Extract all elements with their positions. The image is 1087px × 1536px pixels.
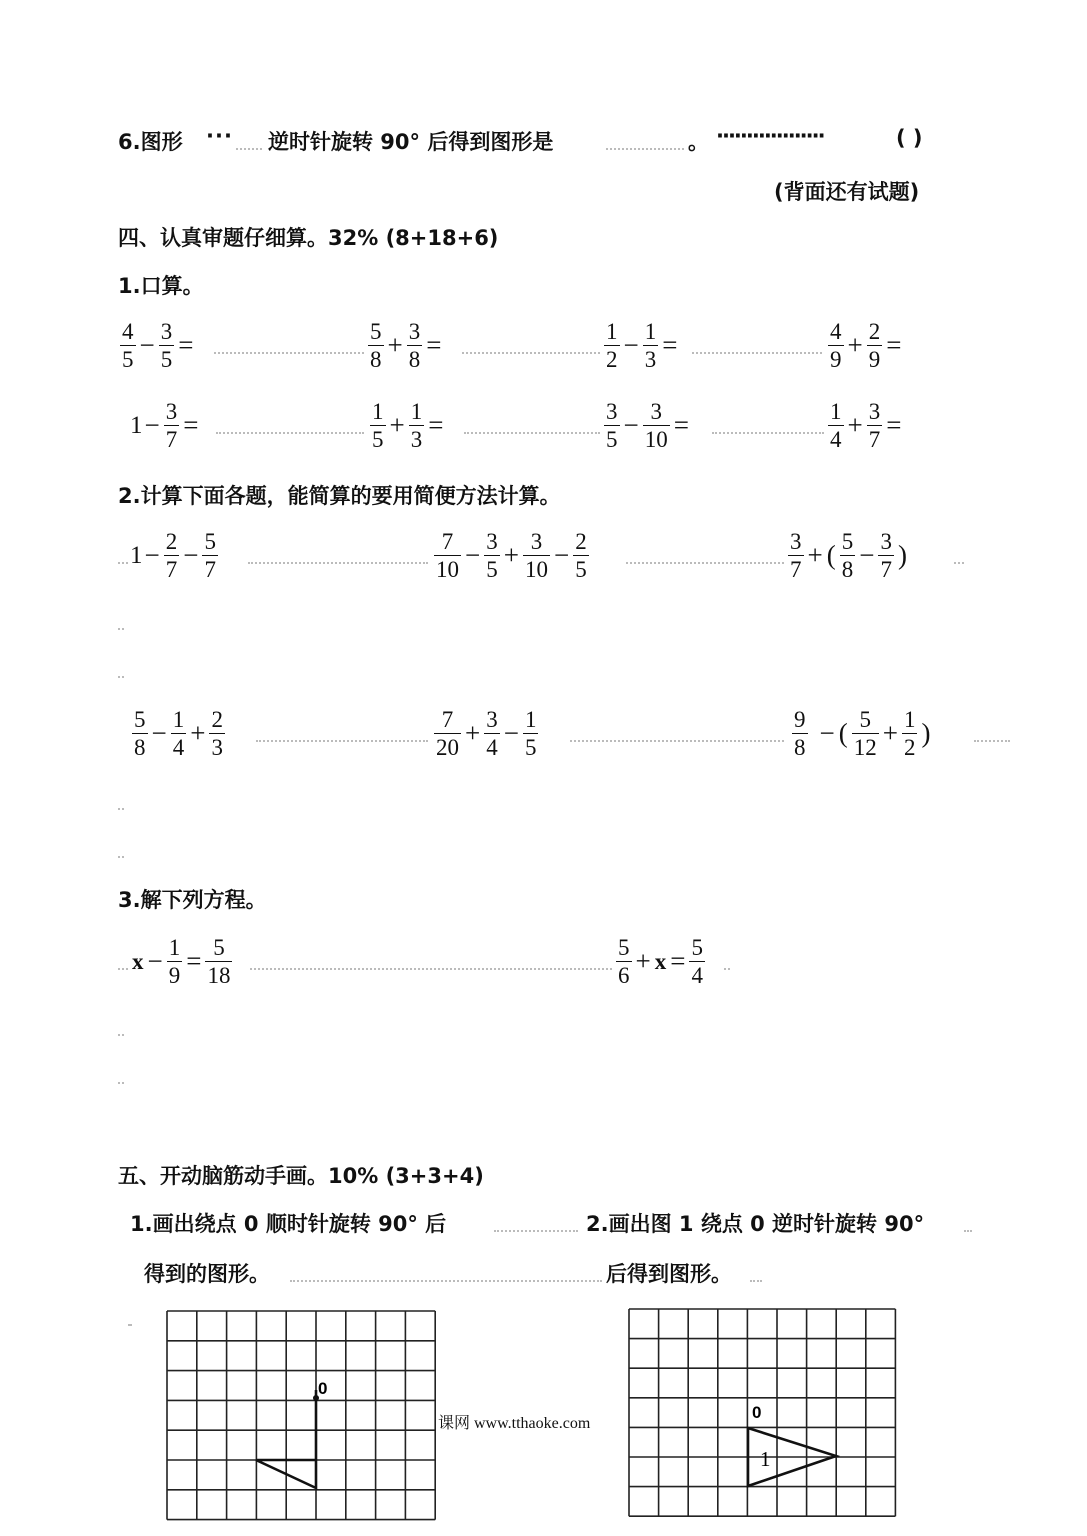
calc-problem-4: $\frac{5}{8}$ − $\frac{1}{4}$ + $\frac{2}{3}$ [134,707,223,760]
draw-q1-line1: 1.画出绕点 0 顺时针旋转 90° 后 [130,1212,447,1236]
fraction: $\frac{5}{6}$ [618,935,630,988]
oral-problem-6: $\frac{1}{5}$ + $\frac{1}{3}$ = [372,399,444,452]
back-note: (背面还有试题) [774,180,920,204]
equation-1: x − $\frac{1}{9}$ = $\frac{5}{18}$ [132,935,231,988]
fraction: $\frac{1}{2}$ [903,707,916,760]
fraction: $\frac{3}{7}$ [165,399,178,452]
grid1-point-label: 0 [318,1379,328,1398]
draw-q2-line2: 后得到图形。 [606,1262,732,1286]
q6-period: 。 [688,130,709,154]
fraction: $\frac{3}{8}$ [408,319,421,372]
fraction: $\frac{3}{5}$ [606,399,618,452]
fraction: $\frac{5}{4}$ [691,935,703,988]
fraction: $\frac{7}{10}$ [436,529,459,582]
fraction: $\frac{4}{5}$ [122,319,134,372]
q6-answer-paren[interactable]: ( ) [896,126,923,150]
section4-title: 四、认真审题仔细算。32% (8+18+6) [118,226,499,250]
q6-figure1: ··· [206,124,233,148]
draw-q2-line1: 2.画出图 1 绕点 0 逆时针旋转 90° [586,1212,925,1236]
rotation-grid-2 [628,1308,898,1520]
fraction: $\frac{2}{5}$ [575,529,587,582]
fraction: $\frac{1}{3}$ [410,399,423,452]
fraction: $\frac{7}{20}$ [436,707,459,760]
fraction: $\frac{3}{5}$ [486,529,498,582]
calc-problem-6: $\frac{9}{8}$ − ( $\frac{5}{12}$ + $\frac{1}{2}$ ) [794,707,931,760]
calc-problem-1: 1 − $\frac{2}{7}$ − $\frac{5}{7}$ [130,529,216,582]
fraction: $\frac{1}{4}$ [172,707,185,760]
oral-problem-2: $\frac{5}{8}$ + $\frac{3}{8}$ = [370,319,442,372]
fraction: $\frac{3}{10}$ [524,529,548,582]
q6-leader: ·················· [716,124,824,148]
fraction: $\frac{4}{9}$ [830,319,842,372]
equation-title: 3.解下列方程。 [118,888,267,912]
calc-title: 2.计算下面各题，能简算的要用简便方法计算。 [118,484,561,508]
fraction: $\frac{1}{9}$ [168,935,181,988]
fraction: $\frac{1}{4}$ [830,399,842,452]
calc-problem-2: $\frac{7}{10}$ − $\frac{3}{5}$ + $\frac{3}{10}$ − $\frac{2}{5}$ [436,529,587,582]
oral-problem-3: $\frac{1}{2}$ − $\frac{1}{3}$ = [606,319,678,372]
fraction: $\frac{1}{5}$ [524,707,537,760]
oral-problem-5: 1 − $\frac{3}{7}$ = [130,399,199,452]
fraction: $\frac{5}{8}$ [134,707,146,760]
oral-calc-title: 1.口算。 [118,274,204,298]
fraction: $\frac{3}{4}$ [486,707,498,760]
fraction: $\frac{3}{7}$ [868,399,881,452]
fraction: $\frac{3}{10}$ [644,399,668,452]
calc-problem-5: $\frac{7}{20}$ + $\frac{3}{4}$ − $\frac{1}{5}$ [436,707,537,760]
q6-text: 逆时针旋转 90° 后得到图形是 [268,130,554,154]
section5-title: 五、开动脑筋动手画。10% (3+3+4) [118,1164,484,1188]
fraction: $\frac{5}{18}$ [207,935,231,988]
draw-q1-line2: 得到的图形。 [144,1262,270,1286]
fraction: $\frac{3}{5}$ [160,319,173,372]
fraction: $\frac{2}{3}$ [211,707,223,760]
fraction: $\frac{1}{5}$ [372,399,384,452]
oral-problem-1: $\frac{4}{5}$ − $\frac{3}{5}$ = [122,319,194,372]
fraction: $\frac{5}{8}$ [370,319,382,372]
grid2-point-label: 0 [752,1403,762,1422]
fraction: $\frac{3}{7}$ [880,529,892,582]
fraction: $\frac{5}{7}$ [204,529,216,582]
rotation-grid-1 [166,1310,436,1522]
fraction: $\frac{1}{3}$ [644,319,657,372]
oral-problem-4: $\frac{4}{9}$ + $\frac{2}{9}$ = [830,319,902,372]
fraction: $\frac{9}{8}$ [794,707,806,760]
equation-2: $\frac{5}{6}$ + x = $\frac{5}{4}$ [618,935,703,988]
calc-problem-3: $\frac{3}{7}$ + ( $\frac{5}{8}$ − $\frac{3}{7}$ ) [790,529,907,582]
grid2-figure-label: 1 [760,1447,771,1471]
fraction: $\frac{5}{12}$ [853,707,877,760]
fraction: $\frac{3}{7}$ [790,529,802,582]
fraction: $\frac{2}{7}$ [165,529,178,582]
oral-problem-8: $\frac{1}{4}$ + $\frac{3}{7}$ = [830,399,902,452]
watermark: 课网 www.tthaoke.com [438,1415,591,1432]
oral-problem-7: $\frac{3}{5}$ − $\frac{3}{10}$ = [606,399,689,452]
fraction: $\frac{5}{8}$ [841,529,854,582]
q6-prefix: 6.图形 [118,130,183,154]
fraction: $\frac{1}{2}$ [606,319,618,372]
fraction: $\frac{2}{9}$ [868,319,881,372]
